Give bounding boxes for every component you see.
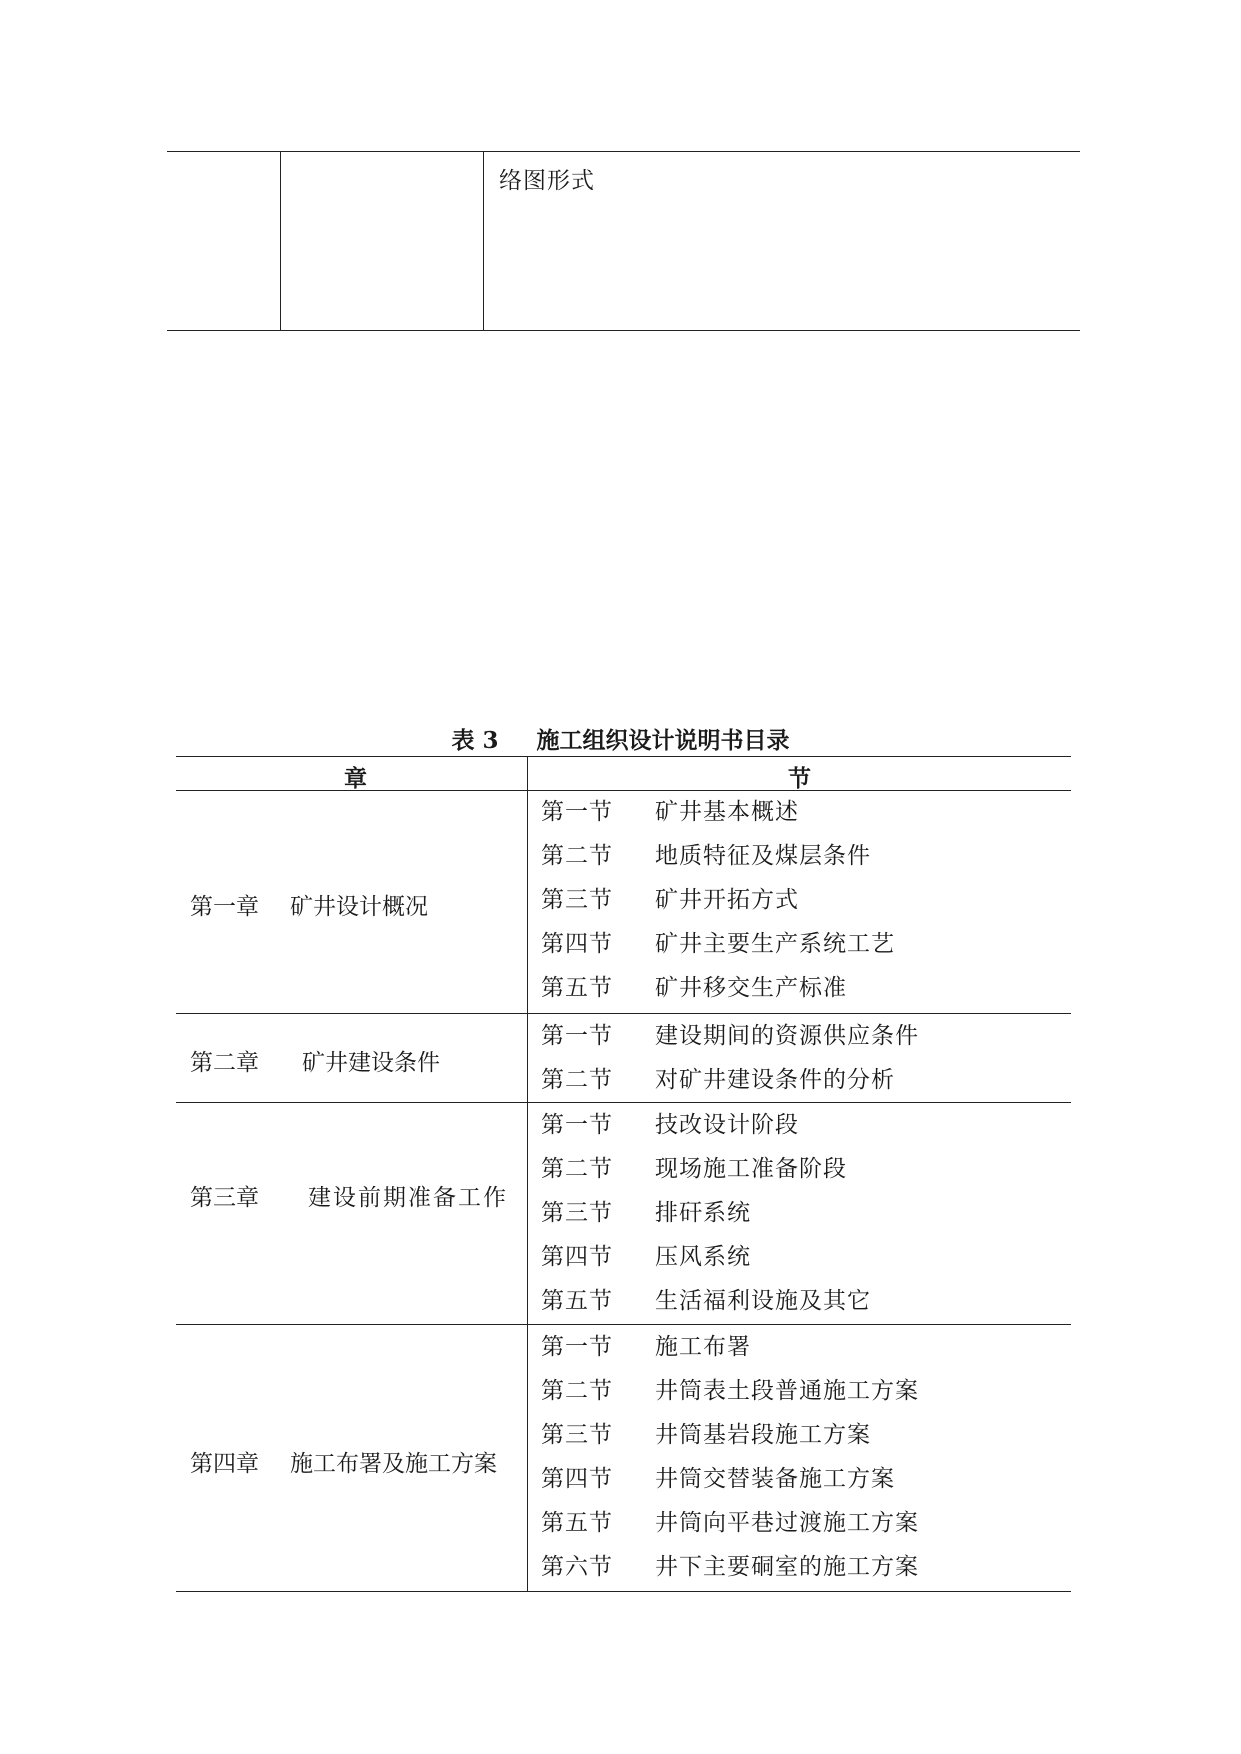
chapter-name: 矿井建设条件 xyxy=(302,1050,440,1076)
section-title: 现场施工准备阶段 xyxy=(655,1156,847,1182)
section-item xyxy=(541,878,799,922)
column-divider xyxy=(280,152,281,330)
section-title: 地质特征及煤层条件 xyxy=(655,843,871,869)
section-title: 矿井开拓方式 xyxy=(655,887,799,913)
section-title: 压风系统 xyxy=(655,1244,751,1270)
section-title: 建设期间的资源供应条件 xyxy=(655,1023,919,1049)
section-item xyxy=(541,1413,871,1457)
section-item xyxy=(541,834,871,878)
section-title: 井筒向平巷过渡施工方案 xyxy=(655,1510,919,1536)
section-label: 第一节 xyxy=(541,1023,613,1049)
chapter-title xyxy=(190,1179,508,1212)
section-label: 第二节 xyxy=(541,1378,613,1404)
chapter-name: 矿井设计概况 xyxy=(290,894,428,920)
table-caption xyxy=(0,722,1241,755)
section-item xyxy=(541,1369,919,1413)
section-title: 矿井主要生产系统工艺 xyxy=(655,931,895,957)
section-item xyxy=(541,922,895,966)
section-item xyxy=(541,1325,751,1369)
chapter-label: 第三章 xyxy=(190,1185,259,1211)
section-label: 第二节 xyxy=(541,1156,613,1182)
chapter-title xyxy=(190,1044,440,1077)
section-label: 第一节 xyxy=(541,1112,613,1138)
section-label: 第四节 xyxy=(541,931,613,957)
section-item xyxy=(541,1191,751,1235)
section-item xyxy=(541,1058,895,1102)
section-item xyxy=(541,1014,919,1058)
table-header-row xyxy=(176,757,1071,791)
section-item xyxy=(541,1501,919,1545)
section-item xyxy=(541,790,799,834)
table-number: 表 3 xyxy=(451,727,499,754)
chapter-label: 第一章 xyxy=(190,894,259,920)
section-title: 对矿井建设条件的分析 xyxy=(655,1067,895,1093)
section-item xyxy=(541,1147,847,1191)
column-divider xyxy=(527,757,528,1591)
section-title: 井筒基岩段施工方案 xyxy=(655,1422,871,1448)
section-label: 第五节 xyxy=(541,975,613,1001)
section-title: 施工布署 xyxy=(655,1334,751,1360)
section-item xyxy=(541,966,847,1010)
header-chapter: 章 xyxy=(344,765,367,792)
section-title: 生活福利设施及其它 xyxy=(655,1288,871,1314)
section-title: 排矸系统 xyxy=(655,1200,751,1226)
section-label: 第三节 xyxy=(541,1422,613,1448)
chapter-name: 施工布署及施工方案 xyxy=(290,1451,497,1477)
section-title: 技改设计阶段 xyxy=(655,1112,799,1138)
chapter-title xyxy=(190,1445,497,1478)
section-item xyxy=(541,1235,751,1279)
header-section: 节 xyxy=(788,765,811,792)
chapter-label: 第四章 xyxy=(190,1451,259,1477)
section-label: 第四节 xyxy=(541,1244,613,1270)
table-title: 施工组织设计说明书目录 xyxy=(536,727,790,754)
section-title: 矿井移交生产标准 xyxy=(655,975,847,1001)
section-label: 第三节 xyxy=(541,1200,613,1226)
section-item xyxy=(541,1279,871,1323)
section-label: 第五节 xyxy=(541,1510,613,1536)
chapter-name: 建设前期准备工作 xyxy=(308,1185,508,1211)
chapter-label: 第二章 xyxy=(190,1050,259,1076)
section-item xyxy=(541,1545,919,1589)
table-cell-text: 络图形式 xyxy=(499,168,595,194)
chapter-title xyxy=(190,888,428,921)
column-divider xyxy=(483,152,484,330)
previous-table-fragment xyxy=(167,151,1080,331)
section-title: 井下主要硐室的施工方案 xyxy=(655,1554,919,1580)
section-label: 第三节 xyxy=(541,887,613,913)
contents-table xyxy=(176,756,1071,1592)
section-item xyxy=(541,1103,799,1147)
section-label: 第一节 xyxy=(541,1334,613,1360)
section-label: 第一节 xyxy=(541,799,613,825)
section-title: 井筒表土段普通施工方案 xyxy=(655,1378,919,1404)
section-label: 第六节 xyxy=(541,1554,613,1580)
section-item xyxy=(541,1457,895,1501)
section-label: 第五节 xyxy=(541,1288,613,1314)
section-label: 第四节 xyxy=(541,1466,613,1492)
section-label: 第二节 xyxy=(541,843,613,869)
section-title: 井筒交替装备施工方案 xyxy=(655,1466,895,1492)
section-title: 矿井基本概述 xyxy=(655,799,799,825)
section-label: 第二节 xyxy=(541,1067,613,1093)
